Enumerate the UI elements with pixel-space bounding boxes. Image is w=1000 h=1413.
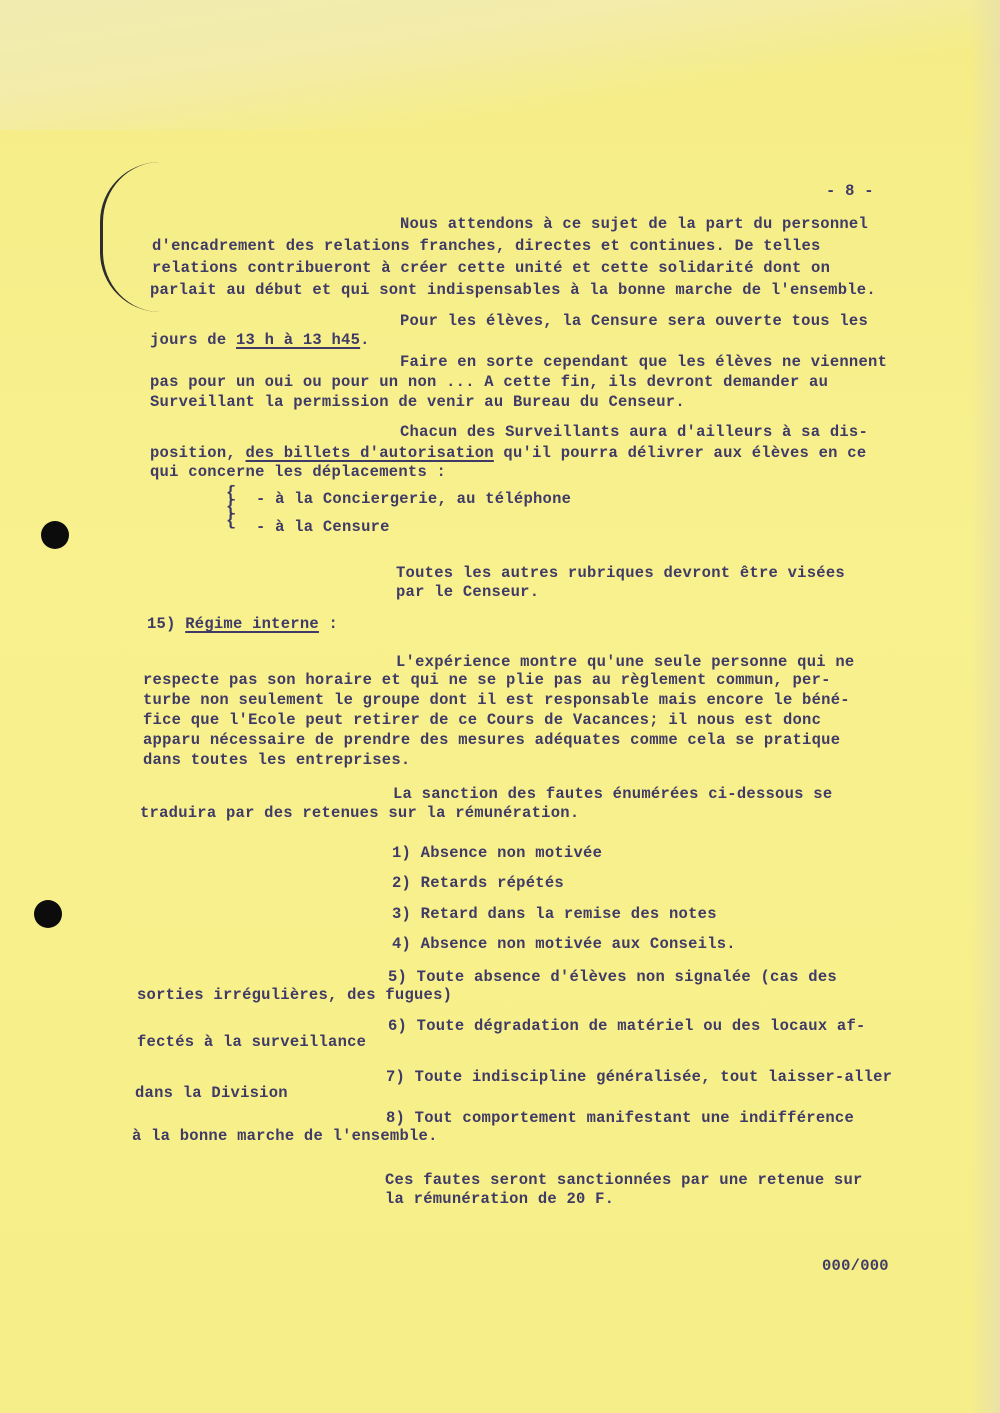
fault-3: 3) Retard dans la remise des notes [392, 905, 717, 923]
fault-4: 4) Absence non motivée aux Conseils. [392, 935, 736, 953]
para6-line3: turbe non seulement le groupe dont il est responsable mais encore le béné- [143, 691, 850, 709]
para2-suffix: . [360, 331, 370, 349]
page-edge [970, 0, 1000, 1413]
fault-5-line1: 5) Toute absence d'élèves non signalée (cas des [388, 968, 837, 986]
section-colon: : [318, 615, 339, 633]
para1-line2: d'encadrement des relations franches, directes et continues. De telles [152, 237, 821, 255]
fault-7-line1: 7) Toute indiscipline généralisée, tout laisser-aller [386, 1068, 893, 1086]
para8-line2: la rémunération de 20 F. [385, 1190, 615, 1208]
section-title: Régime interne [185, 615, 319, 633]
fault-6-line1: 6) Toute dégradation de matériel ou des locaux af- [388, 1017, 866, 1035]
opening-hours: 13 h à 13 h45 [235, 331, 361, 349]
fault-1: 1) Absence non motivée [392, 844, 603, 862]
para4-prefix: position, [150, 444, 246, 462]
para2-line1: Pour les élèves, la Censure sera ouverte tous les [400, 312, 869, 330]
section-heading [147, 614, 338, 635]
para6-line4: fice que l'Ecole peut retirer de ce Cours de Vacances; il nous est donc [143, 711, 822, 729]
para7-line1: La sanction des fautes énumérées ci-dessous se [393, 785, 833, 803]
para6-line1: L'expérience montre qu'une seule personne qui ne [396, 653, 855, 671]
para3-line1: Faire en sorte cependant que les élèves ne viennent [400, 353, 888, 371]
para3-line3: Surveillant la permission de venir au Bureau du Censeur. [150, 393, 685, 411]
fault-8-line2: à la bonne marche de l'ensemble. [132, 1127, 438, 1145]
para6-line2: respecte pas son horaire et qui ne se plie pas au règlement commun, per- [143, 671, 831, 689]
folded-corner [0, 0, 1000, 130]
para8-line1: Ces fautes seront sanctionnées par une retenue sur [385, 1171, 863, 1189]
brace-mark: { { { [226, 484, 237, 531]
list-item-censure: - à la Censure [256, 518, 390, 536]
para4-suffix: qu'il pourra délivrer aux élèves en ce [493, 444, 867, 462]
fault-6-line2: fectés à la surveillance [137, 1033, 367, 1051]
para3-line2: pas pour un oui ou pour un non ... A cette fin, ils devront demander au [150, 373, 829, 391]
para6-line5: apparu nécessaire de prendre des mesures adéquates comme cela se pratique [143, 731, 841, 749]
list-item-conciergerie: - à la Conciergerie, au téléphone [256, 490, 572, 508]
para7-line2: traduira par des retenues sur la rémunération. [140, 804, 580, 822]
fault-7-line2: dans la Division [135, 1084, 288, 1102]
fault-5-line2: sorties irrégulières, des fugues) [137, 986, 453, 1004]
para1-line4: parlait au début et qui sont indispensables à la bonne marche de l'ensemble. [150, 281, 876, 299]
para2-prefix: jours de [150, 331, 236, 349]
punch-hole-bottom [34, 900, 62, 928]
para1-line3: relations contribueront à créer cette unité et cette solidarité dont on [152, 259, 831, 277]
para6-line6: dans toutes les entreprises. [143, 751, 411, 769]
fault-8-line1: 8) Tout comportement manifestant une indifférence [386, 1109, 855, 1127]
continuation-mark: 000/000 [822, 1257, 889, 1275]
punch-hole-top [41, 521, 69, 549]
fault-2: 2) Retards répétés [392, 874, 564, 892]
para1-line1: Nous attendons à ce sujet de la part du personnel [400, 215, 869, 233]
para4-line3: qui concerne les déplacements : [150, 463, 447, 481]
para4-line1: Chacun des Surveillants aura d'ailleurs à sa dis- [400, 423, 869, 441]
para2-line2 [150, 330, 370, 351]
authorization-slips: des billets d'autorisation [245, 444, 494, 462]
section-number: 15) [147, 615, 176, 633]
para5-line2: par le Censeur. [396, 583, 540, 601]
para5-line1: Toutes les autres rubriques devront être visées [396, 564, 845, 582]
para4-line2 [150, 443, 866, 464]
page-number: - 8 - [826, 182, 874, 200]
